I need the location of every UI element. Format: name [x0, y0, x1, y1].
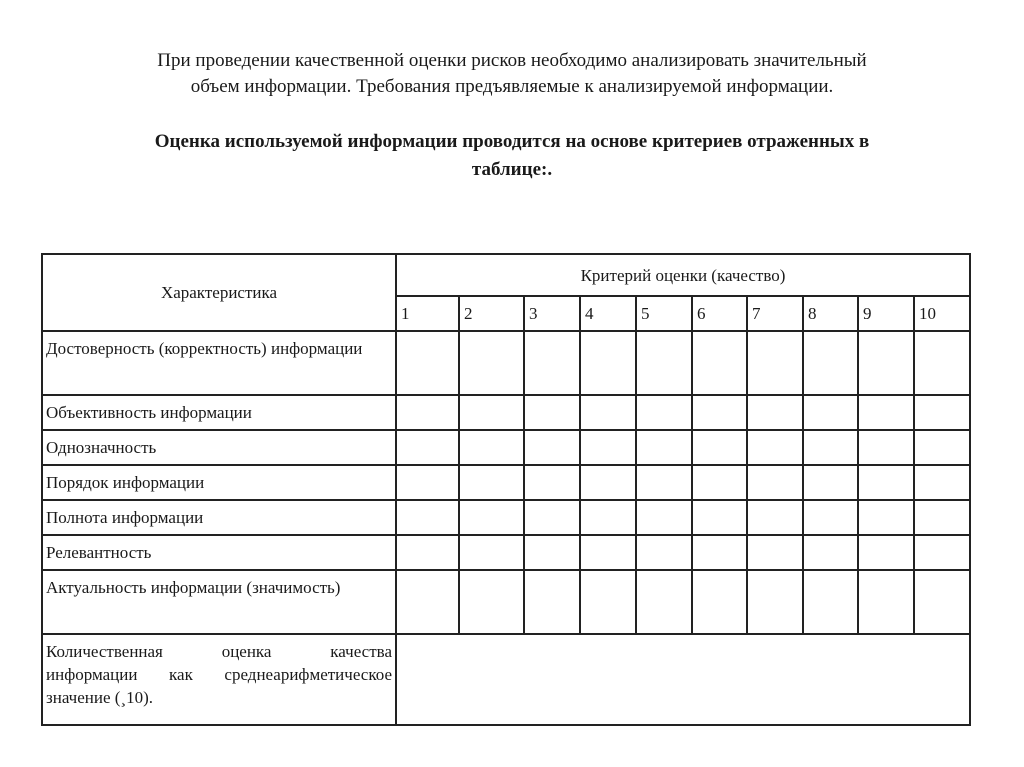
score-cell [459, 331, 524, 395]
score-cell [858, 500, 914, 535]
row-label: Достоверность (корректность) информации [42, 331, 396, 395]
score-cell [524, 331, 580, 395]
lead-line-1: Оценка используемой информации проводится на основе критериев отраженных в [154, 131, 870, 152]
score-cell [524, 570, 580, 634]
score-cell [459, 395, 524, 430]
score-cell [858, 570, 914, 634]
table-row [42, 535, 970, 570]
score-cell [692, 331, 747, 395]
score-cell [524, 430, 580, 465]
score-header: 3 [524, 296, 580, 331]
score-header: 1 [396, 296, 459, 331]
table-row [42, 331, 970, 395]
table-row [42, 465, 970, 500]
score-cell [580, 465, 636, 500]
score-cell [858, 465, 914, 500]
score-cell [914, 331, 970, 395]
score-cell [747, 535, 803, 570]
score-cell [914, 465, 970, 500]
score-cell [636, 395, 692, 430]
score-cell [524, 395, 580, 430]
score-header: 2 [459, 296, 524, 331]
score-cell [636, 430, 692, 465]
score-cell [858, 430, 914, 465]
score-cell [580, 535, 636, 570]
score-cell [914, 570, 970, 634]
score-cell [396, 500, 459, 535]
score-cell [580, 395, 636, 430]
characteristic-header: Характеристика [42, 254, 396, 331]
criteria-table [41, 253, 971, 726]
score-cell [459, 570, 524, 634]
score-cell [396, 535, 459, 570]
score-header: 5 [636, 296, 692, 331]
score-cell [747, 395, 803, 430]
score-cell [636, 331, 692, 395]
score-header: 4 [580, 296, 636, 331]
score-cell [580, 500, 636, 535]
score-cell [580, 570, 636, 634]
score-cell [747, 430, 803, 465]
summary-value-cell [396, 634, 970, 725]
table-row [42, 500, 970, 535]
header-row [42, 254, 970, 296]
summary-line-2: информации как среднеарифметическое [46, 665, 392, 684]
score-cell [524, 465, 580, 500]
score-header: 9 [858, 296, 914, 331]
score-cell [747, 331, 803, 395]
score-cell [803, 570, 858, 634]
intro-text [70, 48, 954, 100]
intro-line-1: При проведении качественной оценки рисков необходимо анализировать значительный [157, 50, 867, 71]
score-cell [396, 430, 459, 465]
score-cell [803, 430, 858, 465]
score-cell [459, 430, 524, 465]
score-cell [524, 535, 580, 570]
lead-text [70, 128, 954, 184]
score-cell [858, 535, 914, 570]
row-label: Полнота информации [42, 500, 396, 535]
score-cell [396, 331, 459, 395]
score-cell [914, 535, 970, 570]
score-cell [692, 395, 747, 430]
summary-row [42, 634, 970, 725]
score-cell [636, 570, 692, 634]
table-row [42, 570, 970, 634]
row-label: Порядок информации [42, 465, 396, 500]
score-header: 7 [747, 296, 803, 331]
score-cell [692, 535, 747, 570]
score-cell [396, 465, 459, 500]
score-cell [580, 331, 636, 395]
criterion-header: Критерий оценки (качество) [396, 254, 970, 296]
score-cell [396, 570, 459, 634]
score-cell [803, 465, 858, 500]
score-cell [858, 331, 914, 395]
row-label: Релевантность [42, 535, 396, 570]
score-cell [459, 500, 524, 535]
summary-line-3: значение (¸10). [46, 688, 153, 707]
score-cell [803, 535, 858, 570]
row-label: Однозначность [42, 430, 396, 465]
score-cell [692, 570, 747, 634]
score-header: 8 [803, 296, 858, 331]
score-cell [914, 500, 970, 535]
score-cell [459, 465, 524, 500]
score-header: 6 [692, 296, 747, 331]
row-label: Объективность информации [42, 395, 396, 430]
score-cell [459, 535, 524, 570]
score-cell [914, 395, 970, 430]
row-label: Актуальность информации (значимость) [42, 570, 396, 634]
score-cell [914, 430, 970, 465]
score-cell [803, 500, 858, 535]
summary-line-1: Количественная оценка качества [46, 642, 392, 661]
table-row [42, 395, 970, 430]
score-cell [636, 500, 692, 535]
score-cell [692, 500, 747, 535]
score-cell [636, 535, 692, 570]
score-cell [803, 331, 858, 395]
score-cell [396, 395, 459, 430]
score-cell [636, 465, 692, 500]
lead-line-2: таблице:. [471, 159, 553, 180]
score-cell [747, 465, 803, 500]
table-row [42, 430, 970, 465]
score-cell [580, 430, 636, 465]
score-cell [803, 395, 858, 430]
score-header: 10 [914, 296, 970, 331]
score-cell [747, 570, 803, 634]
intro-line-2: объем информации. Требования предъявляемые к анализируемой информации. [190, 76, 834, 97]
score-cell [858, 395, 914, 430]
score-cell [692, 430, 747, 465]
summary-label [42, 634, 396, 725]
score-cell [524, 500, 580, 535]
score-cell [692, 465, 747, 500]
score-cell [747, 500, 803, 535]
